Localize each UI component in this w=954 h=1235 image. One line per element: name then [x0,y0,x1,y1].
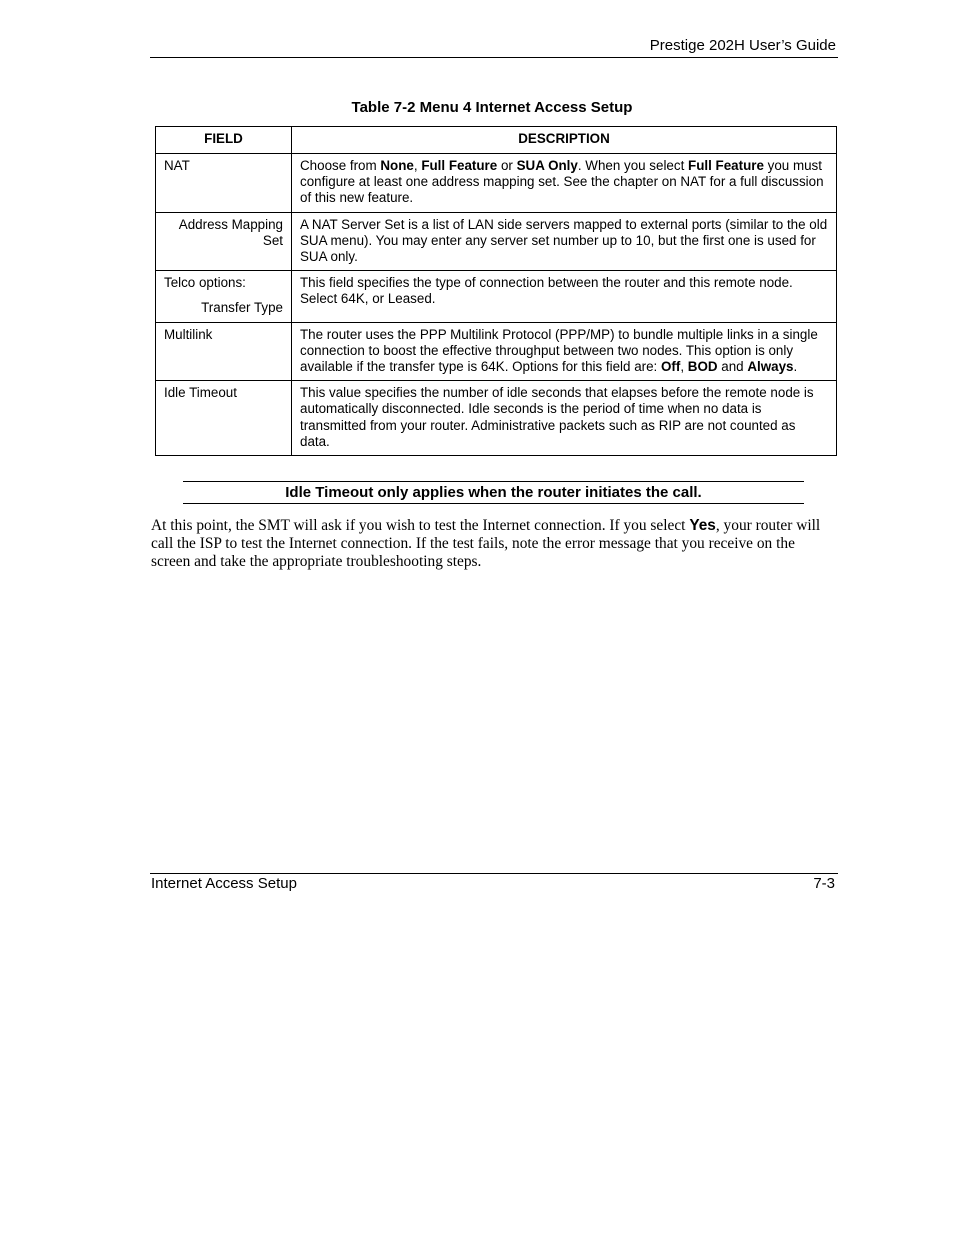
field-cell [156,271,292,322]
field-cell: Multilink [156,322,292,381]
footer-divider [150,873,838,874]
footer-page-number: 7-3 [813,875,835,892]
table-header-row [156,127,837,154]
field-description-table [155,126,837,456]
column-header-field: FIELD [156,127,292,154]
header-divider [150,57,838,58]
field-label: Telco options: [164,275,246,291]
description-cell: This value specifies the number of idle seconds that elapses before the remote node is automatically disconnected. Idle seconds is the period of time when no data is transmitted from your router. Administrative packets such as RIP are not counted as data. [292,381,837,456]
description-cell: The router uses the PPP Multilink Protocol (PPP/MP) to bundle multiple links in a single connection to boost the effective throughput between two nodes. This option is only available if the transfer type is 64K. Options for this field are: Off, BOD and Always. [292,322,837,381]
subfield-label: Transfer Type [201,300,283,316]
field-cell: NAT [156,154,292,213]
column-header-description: DESCRIPTION [292,127,837,154]
table-title: Table 7-2 Menu 4 Internet Access Setup [351,99,633,116]
field-cell: Address Mapping Set [156,212,292,271]
page-header: Prestige 202H User’s Guide [649,37,836,54]
note-box: Idle Timeout only applies when the router initiates the call. [183,481,804,504]
table-row [156,322,837,381]
table-row [156,271,837,322]
footer-section-title: Internet Access Setup [151,875,297,892]
field-cell: Idle Timeout [156,381,292,456]
description-cell: This field specifies the type of connection between the router and this remote node. Select 64K, or Leased. [292,271,837,322]
body-paragraph: At this point, the SMT will ask if you wish to test the Internet connection. If you select Yes, your router will call the ISP to test the Internet connection. If the test fails, note the error message that you receive on the screen and take the appropriate troubleshooting steps. [151,517,821,570]
table-row [156,381,837,456]
table-row [156,154,837,213]
description-cell: A NAT Server Set is a list of LAN side servers mapped to external ports (similar to the old SUA menu). You may enter any server set number up to 10, but the first one is used for SUA only. [292,212,837,271]
table-row [156,212,837,271]
description-cell: Choose from None, Full Feature or SUA Only. When you select Full Feature you must configure at least one address mapping set. See the chapter on NAT for a full discussion of this new feature. [292,154,837,213]
